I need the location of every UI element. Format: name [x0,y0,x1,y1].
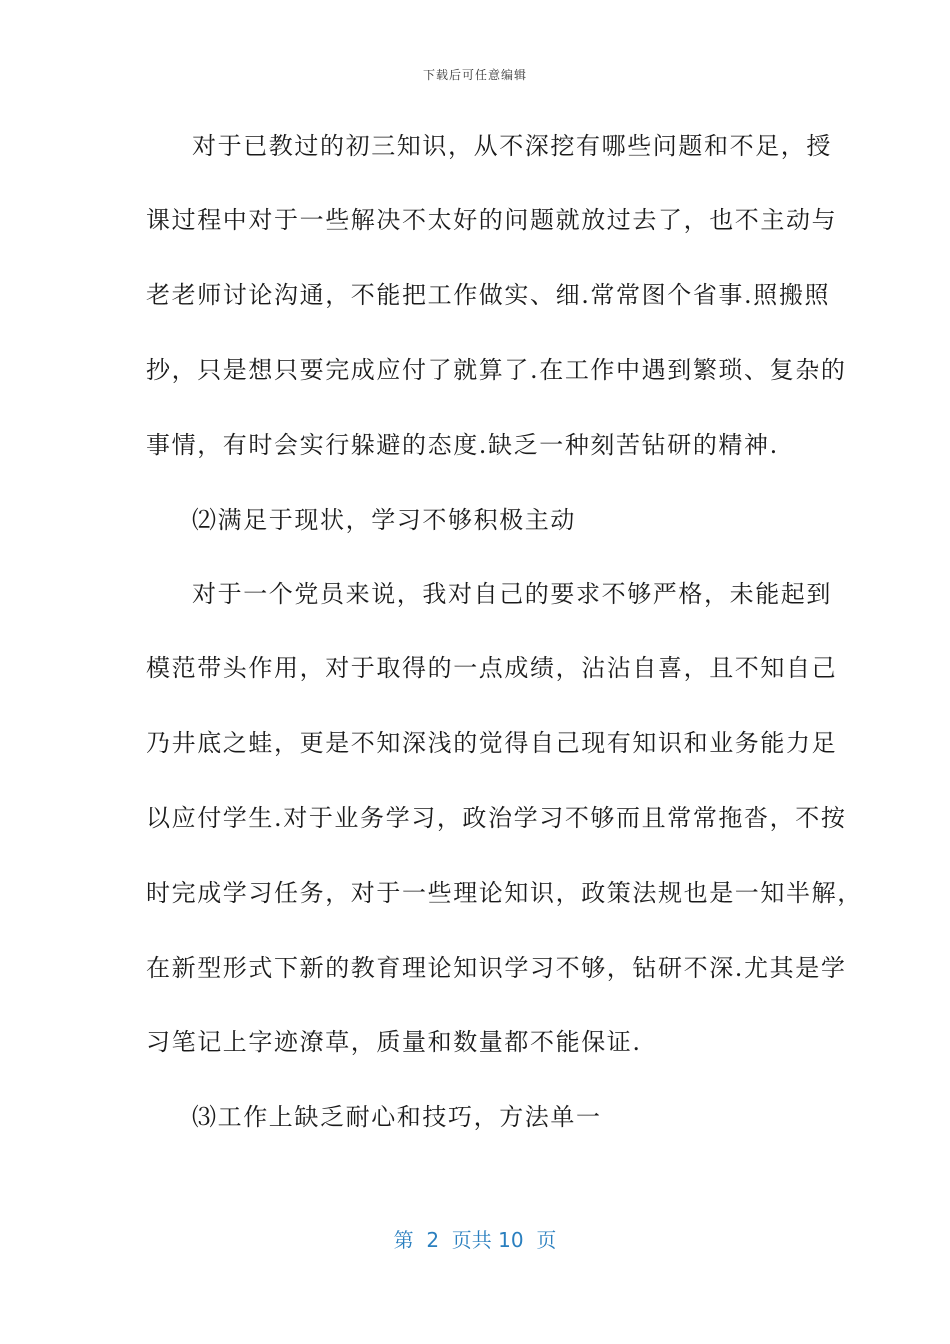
header-note: 下载后可任意编辑 [422,68,527,82]
paragraph-line: 在新型形式下新的教育理论知识学习不够，钻研不深.尤其是学 [146,954,847,982]
paragraph-line: 对于一个党员来说，我对自己的要求不够严格，未能起到 [192,580,832,608]
paragraph-line: 模范带头作用，对于取得的一点成绩，沾沾自喜，且不知自己 [146,654,838,682]
paragraph-line: 事情，有时会实行躲避的态度.缺乏一种刻苦钻研的精神. [146,431,779,459]
paragraph-line: 时完成学习任务，对于一些理论知识，政策法规也是一知半解， [146,879,863,907]
page-number-footer: 第 2 页共 10 页 [393,1228,557,1252]
paragraph-line: 课过程中对于一些解决不太好的问题就放过去了，也不主动与 [146,206,838,234]
paragraph-line: 老老师讨论沟通，不能把工作做实、细.常常图个省事.照搬照 [146,281,831,309]
paragraph-line: 习笔记上字迹潦草，质量和数量都不能保证. [146,1028,642,1056]
section-heading: ⑶工作上缺乏耐心和技巧，方法单一 [192,1103,602,1131]
paragraph-line: 以应付学生.对于业务学习，政治学习不够而且常常拖沓，不按 [146,804,847,832]
paragraph-line: 乃井底之蛙，更是不知深浅的觉得自己现有知识和业务能力足 [146,729,838,757]
paragraph-line: 对于已教过的初三知识，从不深挖有哪些问题和不足，授 [192,132,832,160]
section-heading: ⑵满足于现状，学习不够积极主动 [192,506,576,534]
paragraph-line: 抄，只是想只要完成应付了就算了.在工作中遇到繁琐、复杂的 [146,356,847,384]
